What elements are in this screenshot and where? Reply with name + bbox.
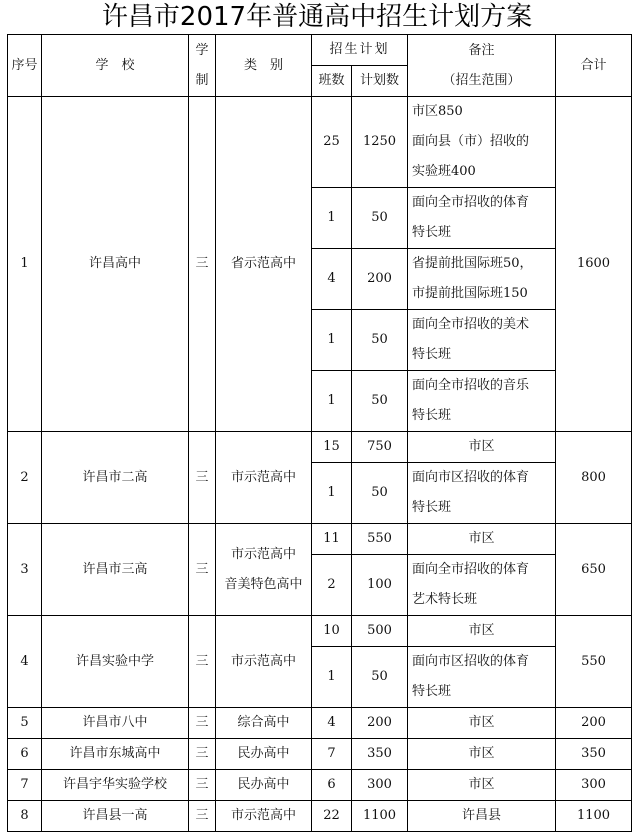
enrollment-scope-line: 特长班 [412, 684, 452, 699]
school-category-line: 音美特色高中 [224, 576, 303, 592]
school-name [42, 616, 189, 708]
plan-classes [312, 249, 352, 310]
plan-count [352, 188, 408, 249]
school-category [216, 524, 312, 616]
enrollment-scope-line: 面向市区招收的体育 [412, 654, 530, 669]
row-index-line: 1 [20, 256, 29, 271]
enrollment-scope-line: 艺术特长班 [412, 592, 478, 607]
enrollment-plan-table [7, 34, 632, 832]
enrollment-scope [408, 310, 556, 371]
school-category-line: 市示范高中 [230, 469, 296, 485]
plan-classes [312, 616, 352, 647]
plan-classes [312, 432, 352, 463]
school-category [216, 801, 312, 832]
school-name [42, 708, 189, 739]
plan-count [352, 801, 408, 832]
row-index-line: 4 [20, 653, 29, 669]
row-index [8, 524, 42, 616]
table-row [8, 739, 632, 770]
plan-count-line: 50 [371, 485, 388, 500]
school-system [189, 616, 216, 708]
plan-classes-line: 22 [323, 808, 340, 823]
school-total-line: 300 [581, 777, 606, 792]
school-system-line: 三 [195, 715, 209, 730]
plan-classes-line: 25 [323, 134, 340, 149]
enrollment-scope-line: 实验班400 [412, 164, 476, 179]
row-index [8, 432, 42, 524]
school-category [216, 770, 312, 801]
header-system: 学制 [189, 35, 216, 97]
plan-count-line: 100 [367, 577, 392, 592]
school-total [556, 524, 632, 616]
school-total [556, 770, 632, 801]
school-category-line: 民办高中 [237, 777, 290, 792]
plan-count [352, 432, 408, 463]
plan-classes [312, 97, 352, 188]
table-body [8, 97, 632, 832]
school-total [556, 708, 632, 739]
table-row [8, 432, 632, 463]
plan-count [352, 371, 408, 432]
plan-classes-line: 4 [327, 271, 336, 286]
school-total [556, 432, 632, 524]
school-name [42, 739, 189, 770]
row-index-line: 2 [20, 469, 29, 485]
plan-count [352, 739, 408, 770]
plan-count [352, 310, 408, 371]
enrollment-scope [408, 524, 556, 555]
enrollment-scope [408, 97, 556, 188]
plan-classes [312, 739, 352, 770]
enrollment-scope-line: 特长班 [412, 347, 452, 362]
school-system-line: 三 [195, 808, 209, 823]
row-index-line: 3 [20, 561, 29, 577]
school-system [189, 801, 216, 832]
enrollment-scope-line: 特长班 [412, 225, 452, 240]
enrollment-scope-line: 特长班 [412, 500, 452, 515]
school-system-line: 三 [195, 746, 209, 761]
school-name-line: 许昌高中 [88, 256, 141, 271]
plan-classes-line: 1 [327, 332, 336, 347]
header-classes: 班数 [312, 66, 352, 97]
row-index-line: 7 [20, 777, 29, 792]
enrollment-scope [408, 616, 556, 647]
school-category [216, 739, 312, 770]
row-index [8, 616, 42, 708]
school-name-line: 许昌实验中学 [75, 653, 154, 669]
enrollment-scope-line: 市区850 [412, 104, 463, 119]
enrollment-scope-line: 市区 [468, 715, 495, 730]
school-system-line: 三 [195, 561, 209, 577]
table-row [8, 524, 632, 555]
plan-classes [312, 555, 352, 616]
table-row [8, 708, 632, 739]
school-total-line: 350 [581, 746, 606, 761]
enrollment-scope [408, 647, 556, 708]
plan-count [352, 770, 408, 801]
school-name [42, 432, 189, 524]
plan-count [352, 555, 408, 616]
enrollment-scope [408, 770, 556, 801]
school-total [556, 97, 632, 432]
plan-classes-line: 10 [323, 623, 340, 638]
header-school: 学 校 [42, 35, 189, 97]
enrollment-scope-line: 市区 [468, 439, 495, 454]
table-row [8, 770, 632, 801]
row-index-line: 5 [20, 715, 29, 730]
header-total: 合计 [556, 35, 632, 97]
plan-classes-line: 2 [327, 577, 336, 592]
plan-count-line: 200 [367, 715, 392, 730]
school-category-line: 市示范高中 [230, 653, 296, 669]
plan-classes-line: 4 [327, 715, 336, 730]
plan-count [352, 708, 408, 739]
plan-classes-line: 1 [327, 210, 336, 225]
school-system [189, 97, 216, 432]
plan-count-line: 50 [371, 669, 388, 684]
enrollment-scope [408, 708, 556, 739]
school-total-line: 1100 [576, 808, 611, 823]
school-system [189, 770, 216, 801]
row-index [8, 739, 42, 770]
school-category-line: 市示范高中 [230, 808, 296, 823]
page-title: 许昌市2017年普通高中招生计划方案 [101, 2, 533, 32]
plan-count [352, 647, 408, 708]
enrollment-scope-line: 市区 [468, 623, 495, 638]
enrollment-scope [408, 249, 556, 310]
plan-classes [312, 524, 352, 555]
school-name-line: 许昌宇华实验学校 [62, 777, 167, 792]
header-index: 序号 [8, 35, 42, 97]
school-total-line: 550 [581, 653, 606, 669]
plan-classes [312, 801, 352, 832]
school-total-line: 200 [581, 715, 606, 730]
header-note-title: 备注 [468, 42, 495, 58]
plan-classes-line: 6 [327, 777, 336, 792]
row-index [8, 801, 42, 832]
table-row [8, 97, 632, 188]
row-index-line: 8 [20, 808, 29, 823]
school-category [216, 97, 312, 432]
school-name [42, 770, 189, 801]
plan-classes [312, 708, 352, 739]
enrollment-scope-line: 市区 [468, 777, 495, 792]
header-note-subtitle: （招生范围） [442, 72, 521, 88]
row-index [8, 97, 42, 432]
school-category-line: 省示范高中 [230, 256, 296, 271]
plan-classes [312, 463, 352, 524]
plan-classes [312, 371, 352, 432]
enrollment-scope [408, 739, 556, 770]
school-name-line: 许昌市东城高中 [69, 746, 161, 761]
school-category [216, 708, 312, 739]
school-name-line: 许昌市八中 [82, 715, 148, 730]
plan-classes [312, 647, 352, 708]
school-system [189, 739, 216, 770]
plan-count-line: 300 [367, 777, 392, 792]
enrollment-scope-line: 省提前批国际班50， [412, 256, 533, 271]
school-system [189, 708, 216, 739]
plan-count [352, 463, 408, 524]
school-total-line: 800 [581, 469, 606, 485]
table-row [8, 616, 632, 647]
school-system-line: 三 [195, 256, 209, 271]
enrollment-scope-line: 面向县（市）招收的 [412, 134, 530, 149]
plan-classes-line: 1 [327, 485, 336, 500]
header-note [408, 35, 556, 97]
plan-count-line: 550 [367, 531, 392, 546]
plan-classes-line: 7 [327, 746, 336, 761]
plan-count-line: 1100 [362, 808, 397, 823]
school-name [42, 97, 189, 432]
header-plan: 招生计划 [312, 35, 408, 66]
plan-count-line: 500 [367, 623, 392, 638]
school-system [189, 524, 216, 616]
school-name [42, 801, 189, 832]
school-category [216, 616, 312, 708]
enrollment-scope-line: 许昌县 [462, 808, 502, 823]
school-category-line: 民办高中 [237, 746, 290, 761]
plan-classes [312, 310, 352, 371]
school-name-line: 许昌县一高 [82, 808, 148, 823]
enrollment-scope-line: 面向全市招收的音乐 [412, 378, 530, 393]
row-index [8, 770, 42, 801]
plan-classes-line: 11 [323, 531, 340, 546]
plan-classes [312, 188, 352, 249]
school-name-line: 许昌市三高 [82, 561, 148, 577]
enrollment-scope-line: 面向全市招收的体育 [412, 195, 530, 210]
plan-count [352, 616, 408, 647]
plan-classes [312, 770, 352, 801]
enrollment-scope-line: 面向全市招收的体育 [412, 562, 530, 577]
enrollment-scope-line: 市区 [468, 531, 495, 546]
school-system [189, 432, 216, 524]
plan-classes-line: 1 [327, 393, 336, 408]
enrollment-scope-line: 面向市区招收的体育 [412, 470, 530, 485]
school-category-line: 综合高中 [237, 715, 290, 730]
enrollment-scope [408, 801, 556, 832]
school-total [556, 616, 632, 708]
school-name [42, 524, 189, 616]
plan-count-line: 50 [371, 332, 388, 347]
row-index-line: 6 [20, 746, 29, 761]
school-total-line: 650 [581, 561, 606, 577]
enrollment-scope-line: 特长班 [412, 408, 452, 423]
school-system-line: 三 [195, 469, 209, 485]
school-total [556, 739, 632, 770]
school-system-line: 三 [195, 777, 209, 792]
enrollment-scope-line: 市提前批国际班150 [412, 286, 528, 301]
school-total [556, 801, 632, 832]
school-total-line: 1600 [576, 256, 611, 271]
header-count: 计划数 [352, 66, 408, 97]
school-category [216, 432, 312, 524]
plan-count [352, 524, 408, 555]
enrollment-scope-line: 市区 [468, 746, 495, 761]
table-row [8, 801, 632, 832]
enrollment-scope [408, 188, 556, 249]
row-index [8, 708, 42, 739]
school-name-line: 许昌市二高 [82, 469, 148, 485]
plan-count-line: 200 [367, 271, 392, 286]
plan-classes-line: 1 [327, 669, 336, 684]
plan-count-line: 750 [367, 439, 392, 454]
school-system-line: 三 [195, 653, 209, 669]
plan-count-line: 50 [371, 393, 388, 408]
enrollment-scope [408, 555, 556, 616]
plan-count [352, 249, 408, 310]
enrollment-scope-line: 面向全市招收的美术 [412, 317, 530, 332]
plan-count-line: 50 [371, 210, 388, 225]
plan-classes-line: 15 [323, 439, 340, 454]
header-category: 类 别 [216, 35, 312, 97]
enrollment-scope [408, 432, 556, 463]
plan-count-line: 350 [367, 746, 392, 761]
enrollment-scope [408, 371, 556, 432]
plan-count [352, 97, 408, 188]
enrollment-scope [408, 463, 556, 524]
school-category-line: 市示范高中 [230, 546, 296, 562]
plan-count-line: 1250 [362, 134, 397, 149]
